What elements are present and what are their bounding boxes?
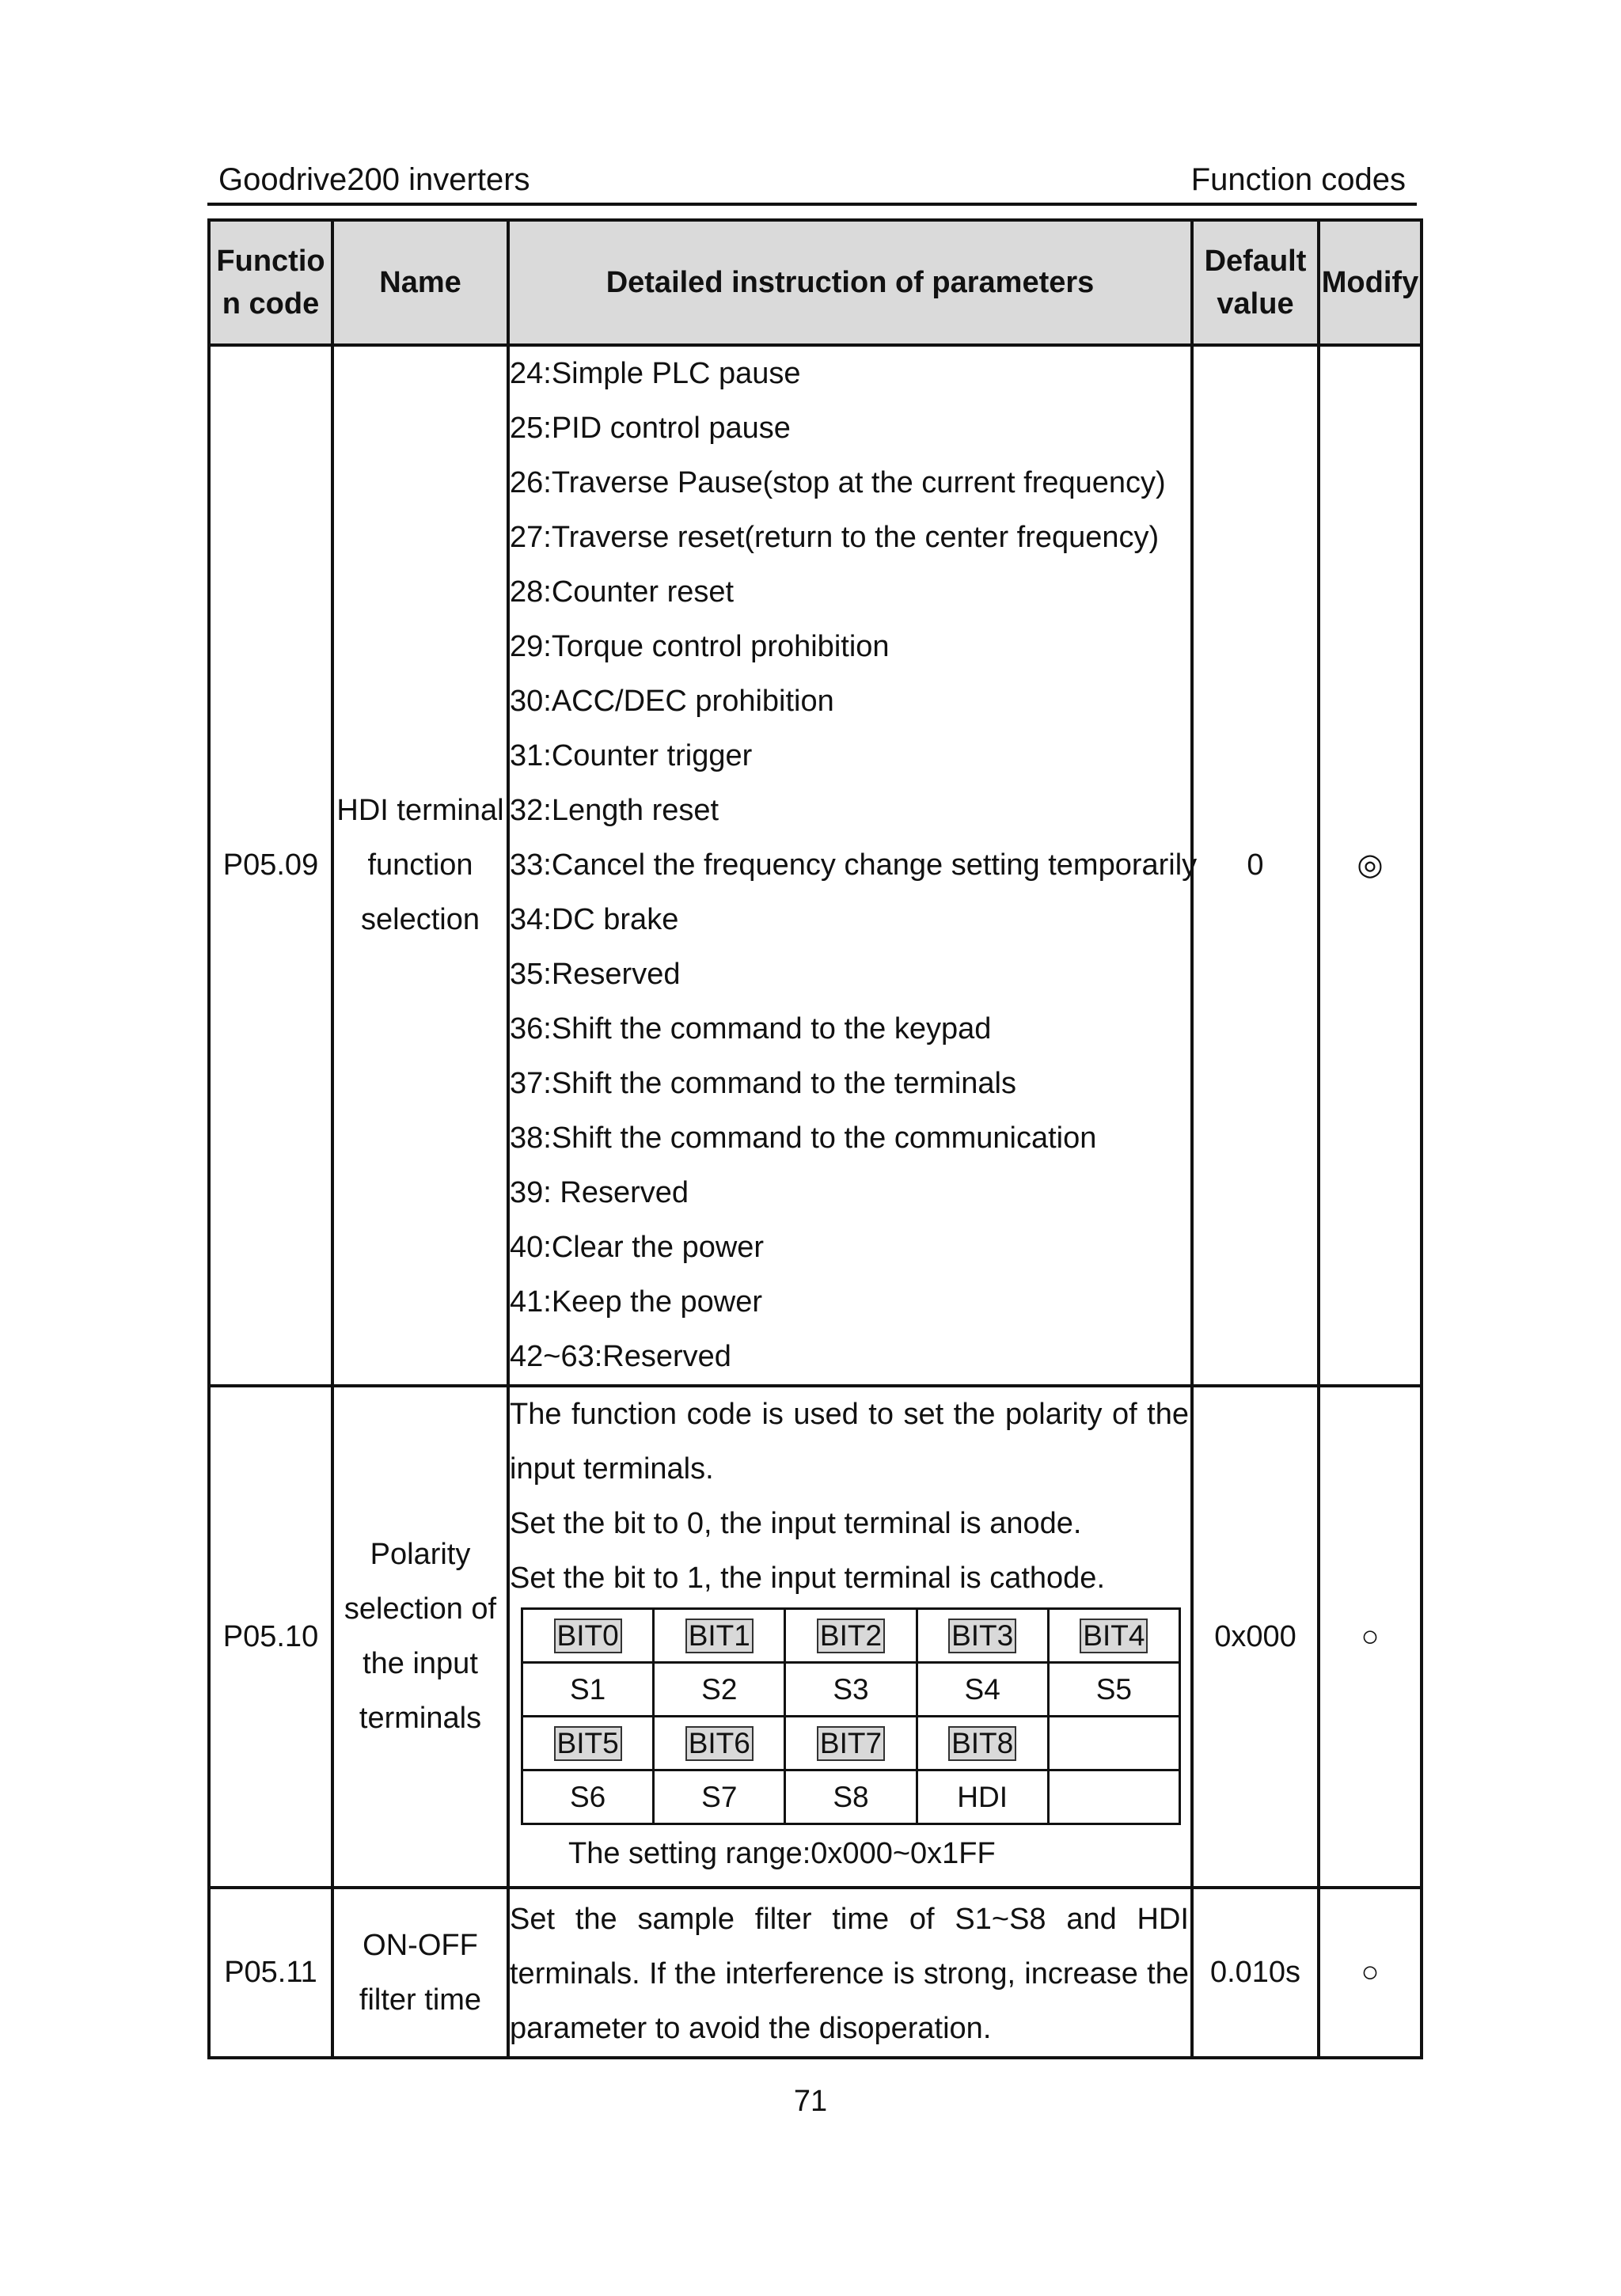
detail-paragraph: Set the sample filter time of S1~S8 and HDI terminals. If the interference is strong, increase the parameter to avoid the disoperation. [510, 1903, 1189, 2045]
detail-line: 35:Reserved [510, 958, 681, 991]
bit-cell [785, 1609, 917, 1663]
terminal-cell: S1 [522, 1663, 654, 1717]
modify-cell: ○ [1319, 1386, 1422, 1888]
header-default-value [1192, 220, 1319, 345]
detail-line: Set the bit to 1, the input terminal is cathode. [510, 1562, 1106, 1595]
bit-label: BIT5 [554, 1726, 622, 1761]
detail-line: 36:Shift the command to the keypad [510, 1012, 992, 1046]
function-code-cell: P05.11 [209, 1888, 332, 2058]
bit-label: BIT4 [1080, 1619, 1148, 1653]
bit-cell [1048, 1609, 1179, 1663]
terminal-cell: S3 [785, 1663, 917, 1717]
default-value-cell: 0x000 [1192, 1386, 1319, 1888]
name-cell [332, 1888, 508, 2058]
header-function-code-line2: n code [222, 287, 320, 321]
terminal-cell: S7 [654, 1770, 785, 1824]
header-function-code-line1: Functio [216, 245, 325, 278]
name-cell [332, 345, 508, 1386]
header-default-line2: value [1217, 287, 1294, 321]
modify-cell: ○ [1319, 1888, 1422, 2058]
bit-cell [522, 1717, 654, 1770]
bit-cell [785, 1717, 917, 1770]
bit-cell [522, 1609, 654, 1663]
detail-line: Set the bit to 0, the input terminal is anode. [510, 1507, 1082, 1540]
header-rule [207, 203, 1417, 206]
detail-line: 37:Shift the command to the terminals [510, 1067, 1016, 1100]
detail-line: 40:Clear the power [510, 1231, 765, 1264]
detail-line: 34:DC brake [510, 903, 679, 936]
detail-line: 25:PID control pause [510, 412, 791, 445]
detail-line: 26:Traverse Pause(stop at the current frequency) [510, 466, 1166, 499]
terminal-cell: S2 [654, 1663, 785, 1717]
header-section-title: Function codes [1190, 162, 1406, 197]
page-number: 71 [793, 2085, 828, 2118]
terminal-cell: S4 [917, 1663, 1048, 1717]
detail-line: 30:ACC/DEC prohibition [510, 685, 834, 718]
detail-line: 41:Keep the power [510, 1285, 763, 1319]
bit-label: BIT6 [685, 1726, 754, 1761]
bit-label: BIT3 [948, 1619, 1016, 1653]
bit-cell [917, 1717, 1048, 1770]
setting-range: The setting range:0x000~0x1FF [568, 1837, 996, 1870]
table-header-row [209, 220, 1422, 345]
table-row [209, 1888, 1422, 2058]
bit-cell [654, 1609, 785, 1663]
terminal-cell-empty [1048, 1770, 1179, 1824]
detail-line: 33:Cancel the frequency change setting temporarily [510, 848, 1198, 882]
name-line: the input [363, 1647, 478, 1680]
name-cell [332, 1386, 508, 1888]
detail-line: 24:Simple PLC pause [510, 357, 801, 390]
detail-line: 32:Length reset [510, 794, 719, 827]
bit-label: BIT2 [817, 1619, 885, 1653]
function-code-cell: P05.10 [209, 1386, 332, 1888]
default-value-cell: 0 [1192, 345, 1319, 1386]
detail-line: 38:Shift the command to the communication [510, 1121, 1097, 1155]
detail-line: 42~63:Reserved [510, 1340, 731, 1373]
name-line: Polarity [370, 1538, 471, 1571]
terminal-cell: S8 [785, 1770, 917, 1824]
name-line: filter time [359, 1983, 482, 2017]
terminal-cell: HDI [917, 1770, 1048, 1824]
default-value-cell: 0.010s [1192, 1888, 1319, 2058]
header-modify: Modify [1319, 220, 1422, 345]
bit-label: BIT0 [554, 1619, 622, 1653]
name-line: HDI terminal [336, 794, 504, 827]
bit-label: BIT1 [685, 1619, 754, 1653]
header-detail: Detailed instruction of parameters [508, 220, 1192, 345]
name-line: selection of [344, 1592, 497, 1626]
detail-cell [508, 1386, 1192, 1888]
terminal-row [522, 1770, 1180, 1824]
bit-mapping-table [521, 1607, 1181, 1825]
terminal-cell: S6 [522, 1770, 654, 1824]
bit-row [522, 1609, 1180, 1663]
detail-line: 27:Traverse reset(return to the center frequency) [510, 521, 1160, 554]
bit-label: BIT7 [817, 1726, 885, 1761]
header-function-code [209, 220, 332, 345]
bit-label: BIT8 [948, 1726, 1016, 1761]
detail-paragraph: The function code is used to set the polarity of the input terminals. [510, 1398, 1189, 1486]
terminal-cell: S5 [1048, 1663, 1179, 1717]
bit-cell [917, 1609, 1048, 1663]
detail-cell [508, 345, 1198, 1386]
bit-cell-empty [1048, 1717, 1179, 1770]
header-doc-title: Goodrive200 inverters [218, 162, 530, 197]
bit-row [522, 1717, 1180, 1770]
detail-line: 39: Reserved [510, 1176, 689, 1209]
function-code-table [207, 218, 1423, 2059]
header-default-line1: Default [1204, 245, 1307, 278]
modify-cell: ◎ [1319, 345, 1422, 1386]
terminal-row [522, 1663, 1180, 1717]
name-line: terminals [359, 1702, 482, 1735]
name-line: function [367, 848, 473, 882]
table-row [209, 345, 1422, 1386]
detail-line: 28:Counter reset [510, 575, 735, 609]
name-line: ON-OFF [363, 1928, 478, 1962]
bit-cell [654, 1717, 785, 1770]
detail-line: 31:Counter trigger [510, 739, 753, 772]
detail-line: 29:Torque control prohibition [510, 630, 890, 663]
detail-cell [508, 1888, 1192, 2058]
function-code-cell: P05.09 [209, 345, 332, 1386]
name-line: selection [361, 903, 480, 936]
table-row [209, 1386, 1422, 1888]
header-name: Name [332, 220, 508, 345]
